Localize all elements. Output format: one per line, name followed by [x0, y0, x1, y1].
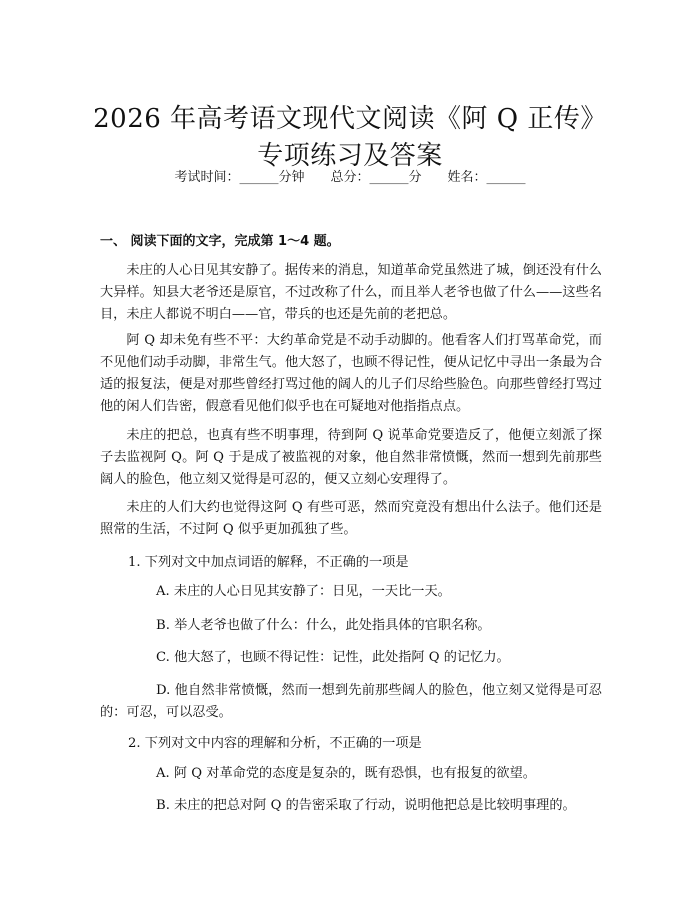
page-title: 2026 年高考语文现代文阅读《阿 Q 正传》专项练习及答案 — [93, 104, 607, 172]
section-heading: 一、 阅读下面的文字，完成第 1～4 题。 — [100, 234, 340, 249]
exam-score-field: 总分：______分 — [330, 170, 422, 185]
question-option: C. 他大怒了，也顾不得记性：记性，此处指阿 Q 的记忆力。 — [156, 650, 510, 665]
exam-time-field: 考试时间：______分钟 — [174, 170, 305, 185]
question-stem: 2. 下列对文中内容的理解和分析，不正确的一项是 — [128, 736, 422, 751]
question-stem: 1. 下列对文中加点词语的解释，不正确的一项是 — [128, 555, 409, 570]
exam-name-field: 姓名：______ — [447, 170, 526, 185]
passage-paragraph: 未庄的人们大约也觉得这阿 Q 有些可恶，然而究竟没有想出什么法子。他们还是照常的生活，不过阿 Q 似乎更加孤独了些。 — [100, 500, 602, 537]
question-option: D. 他自然非常愤慨，然而一想到先前那些阔人的脸色，他立刻又觉得是可忍的：可忍，可以忍受。 — [100, 683, 602, 720]
question-option: B. 未庄的把总对阿 Q 的告密采取了行动，说明他把总是比较明事理的。 — [156, 798, 576, 813]
passage-paragraph: 阿 Q 却未免有些不平：大约革命党是不动手动脚的。他看客人们打骂革命党，而不见他们动手动脚，非常生气。他大怒了，也顾不得记性，便从记忆中寻出一条最为合适的报复法，便是对那些曾经打骂过他的阔人的儿子们尽给些脸色。向那些曾经打骂过他的闲人们告密，假意看见他们似乎也在可疑地对他指指点点。 — [100, 333, 602, 414]
passage-paragraph: 未庄的把总，也真有些不明事理，待到阿 Q 说革命党要造反了，他便立刻派了探子去监视阿 Q。阿 Q 于是成了被监视的对象，他自然非常愤慨，然而一想到先前那些阔人的脸色，他立刻又觉得是可忍的，便又立刻心安理得了。 — [100, 428, 602, 487]
question-option: A. 未庄的人心日见其安静了：日见，一天比一天。 — [156, 584, 451, 599]
question-option: B. 举人老爷也做了什么：什么，此处指具体的官职名称。 — [156, 618, 491, 633]
exam-info-line — [0, 168, 700, 188]
passage-paragraph: 未庄的人心日见其安静了。据传来的消息，知道革命党虽然进了城，倒还没有什么大异样。知县大老爷还是原官，不过改称了什么，而且举人老爷也做了什么——这些名目，未庄人都说不明白——官，带兵的也还是先前的老把总。 — [100, 263, 602, 322]
question-option: A. 阿 Q 对革命党的态度是复杂的，既有恐惧，也有报复的欲望。 — [156, 766, 536, 781]
